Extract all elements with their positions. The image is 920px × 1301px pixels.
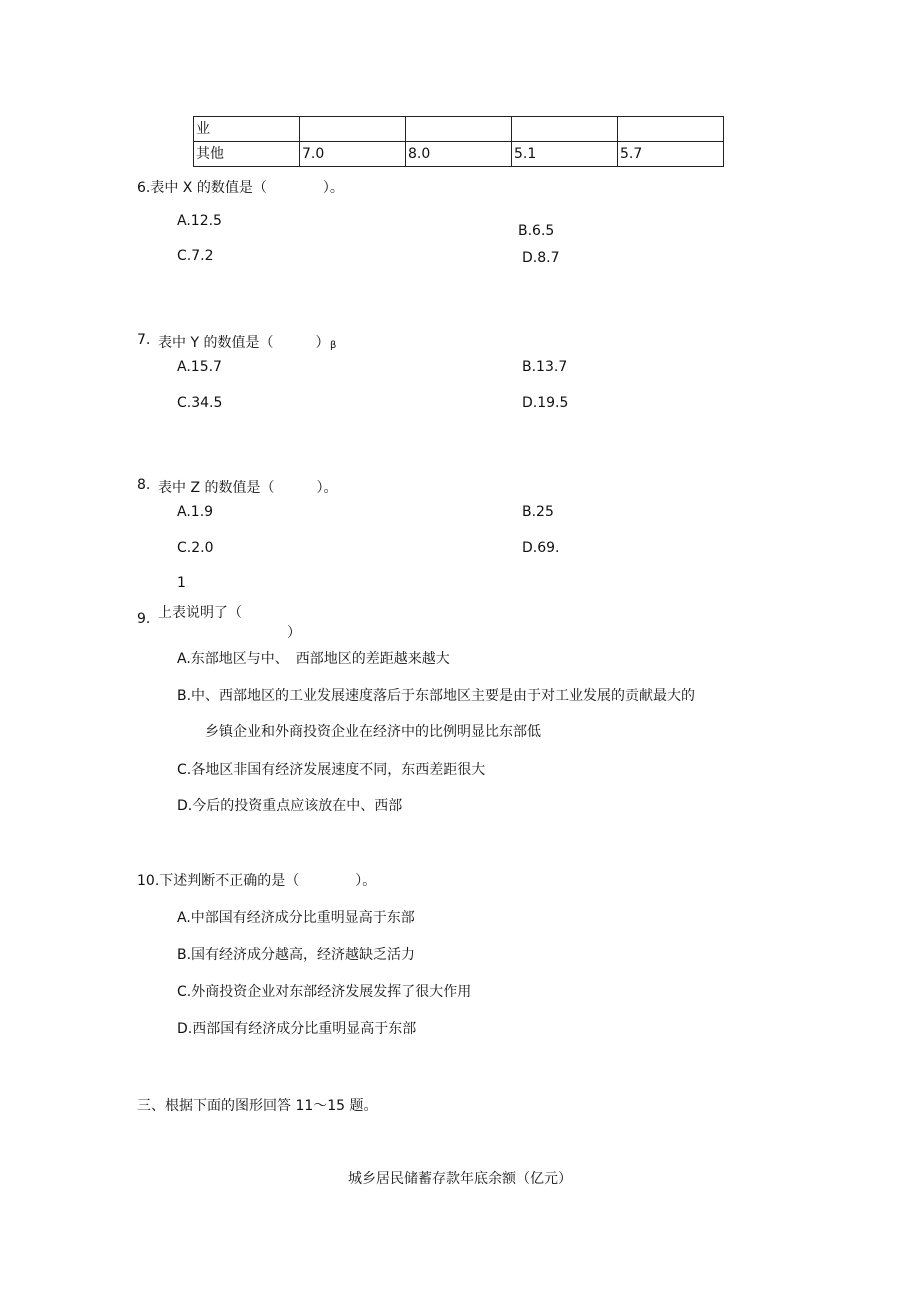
table-cell xyxy=(406,117,512,142)
q8-option-d-overflow: 1 xyxy=(177,575,186,591)
q10-option-d: D.西部国有经济成分比重明显高于东部 xyxy=(177,1021,417,1037)
table-cell: 其他 xyxy=(194,142,300,167)
table-cell xyxy=(300,117,406,142)
q7-option-a: A.15.7 xyxy=(177,359,222,375)
q10-option-b: B.国有经济成分越高，经济越缺乏活力 xyxy=(177,947,416,963)
question-9-number: 9. xyxy=(137,611,151,627)
question-8-stem: 表中 Z 的数值是（ ）。 xyxy=(158,480,338,496)
table-cell: 8.0 xyxy=(406,142,512,167)
chart-title: 城乡居民储蓄存款年底余额（亿元） xyxy=(348,1171,572,1187)
q9-option-a: A.东部地区与中、 西部地区的差距越来越大 xyxy=(177,651,450,667)
question-6-stem: 6.表中 X 的数值是（ ）。 xyxy=(137,180,344,196)
q10-option-a: A.中部国有经济成分比重明显高于东部 xyxy=(177,910,415,926)
q7-option-b: B.13.7 xyxy=(522,359,568,375)
table-cell: 业 xyxy=(194,117,300,142)
question-7-stem: 表中 Y 的数值是（ ） xyxy=(158,335,330,351)
table-row xyxy=(194,142,724,167)
data-table-fragment xyxy=(193,116,724,167)
q9-option-c: C.各地区非国有经济发展速度不同，东西差距很大 xyxy=(177,762,486,778)
q8-option-c: C.2.0 xyxy=(177,540,214,556)
question-9-stem: 上表说明了（ xyxy=(158,605,242,621)
question-7-artifact: β xyxy=(330,340,337,351)
table-cell: 5.1 xyxy=(512,142,618,167)
q9-option-b: B.中、西部地区的工业发展速度落后于东部地区主要是由于对工业发展的贡献最大的 xyxy=(177,688,696,704)
table-cell xyxy=(618,117,724,142)
q9-option-b-cont: 乡镇企业和外商投资企业在经济中的比例明显比东部低 xyxy=(205,724,541,740)
q6-option-a: A.12.5 xyxy=(177,213,222,229)
q7-option-c: C.34.5 xyxy=(177,395,223,411)
q9-option-d: D.今后的投资重点应该放在中、西部 xyxy=(177,798,403,814)
question-9-close: ） xyxy=(287,625,301,641)
table-cell: 7.0 xyxy=(300,142,406,167)
q8-option-a: A.1.9 xyxy=(177,504,214,520)
section-3-heading: 三、根据下面的图形回答 11～15 题。 xyxy=(137,1098,378,1114)
q7-option-d: D.19.5 xyxy=(522,395,569,411)
q6-option-c: C.7.2 xyxy=(177,248,214,264)
q6-option-d: D.8.7 xyxy=(522,250,560,266)
question-8-number: 8. xyxy=(137,477,151,493)
table-row xyxy=(194,117,724,142)
q10-option-c: C.外商投资企业对东部经济发展发挥了很大作用 xyxy=(177,984,472,1000)
question-7-number: 7. xyxy=(137,332,151,348)
table-cell: 5.7 xyxy=(618,142,724,167)
q8-option-d: D.69. xyxy=(522,540,560,556)
q8-option-b: B.25 xyxy=(522,504,554,520)
table-cell xyxy=(512,117,618,142)
q6-option-b: B.6.5 xyxy=(518,223,555,239)
question-10-stem: 10.下述判断不正确的是（ ）。 xyxy=(137,873,377,889)
